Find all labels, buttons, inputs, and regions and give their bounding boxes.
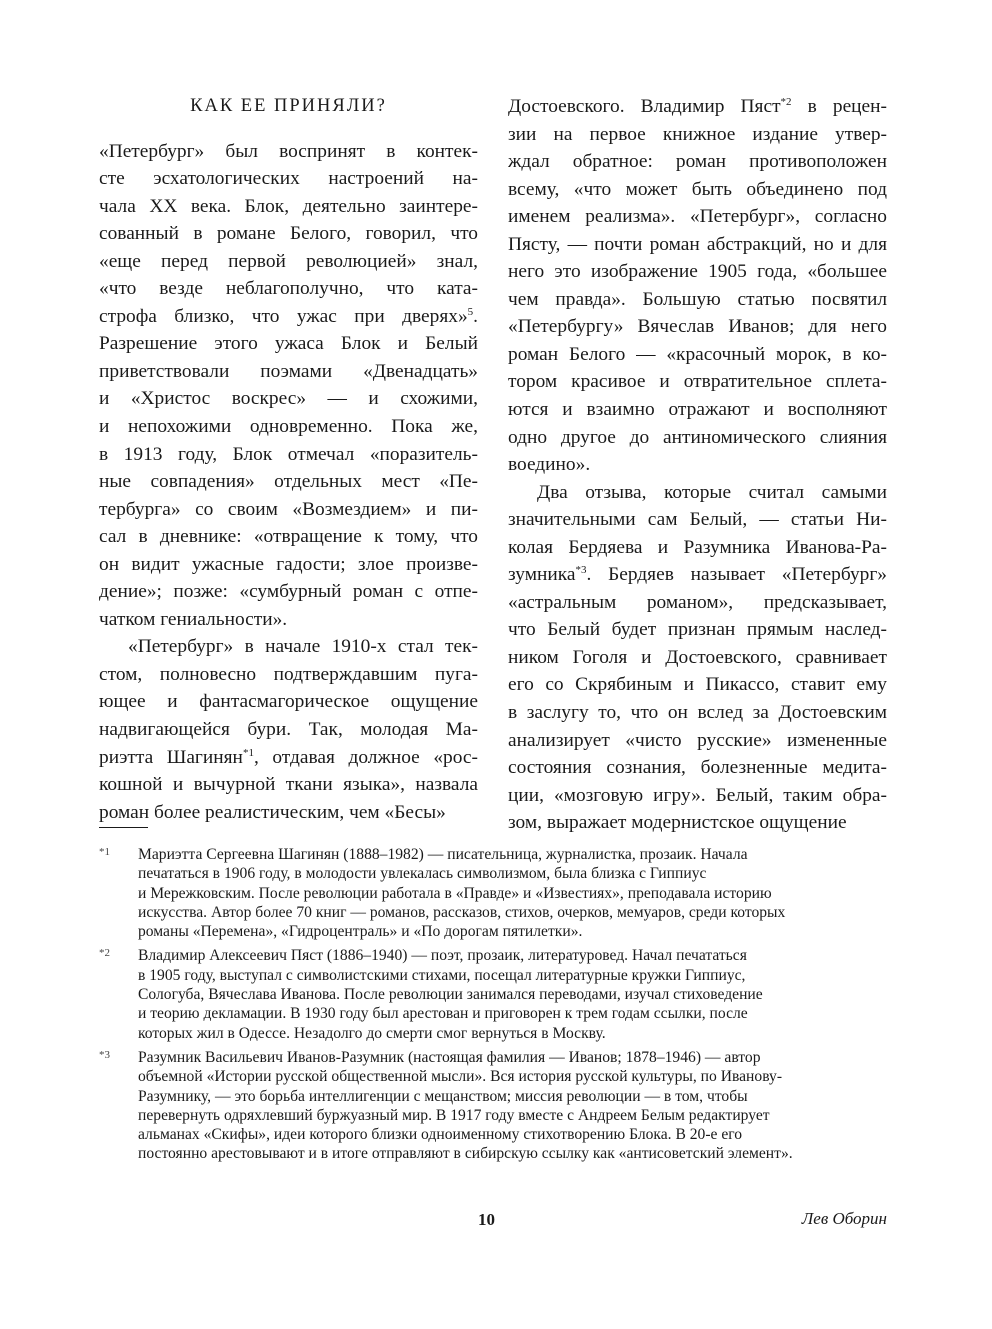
text-line: сте эсхатологических настроений на- bbox=[99, 168, 478, 190]
footnote-line: которых жил в Одессе. Незадолго до смерти смог вернуться в Москву. bbox=[138, 1024, 606, 1042]
footnote-marker: *1 bbox=[99, 846, 110, 858]
text-line: ции, «мозговую игру». Белый, таким обра- bbox=[508, 784, 887, 806]
text-line: ные совпадения» отдельных мест «Пе- bbox=[99, 471, 478, 493]
text-line: «Петербург» был воспринят в контек- bbox=[99, 140, 478, 162]
footnote-reference[interactable]: 5 bbox=[467, 305, 474, 318]
text-line: тором красивое и отвратительное сплета- bbox=[508, 371, 887, 393]
text-line: ником Гоголя и Достоевского, сравнивает bbox=[508, 646, 887, 668]
text-line: строфа близко, что ужас при дверях»$^5$. bbox=[99, 305, 478, 327]
text-line: воедино». bbox=[508, 454, 591, 476]
text-line: тербурга» со своим «Возмездием» и пи- bbox=[99, 498, 478, 520]
footnote-marker: *3 bbox=[99, 1048, 110, 1061]
text-line: сованный в романе Белого, говорил, что bbox=[99, 223, 478, 245]
text-line: ющее и фантасмагорическое ощущение bbox=[99, 691, 478, 713]
footnote-line: альманах «Скифы», идеи которого близки одноименному стихотворению Блока. В 20-е его bbox=[138, 1126, 743, 1144]
left-column-text bbox=[99, 138, 478, 827]
footnote-line: перевернуть одряхлевший буржуазный мир. В 1917 году вместе с Андреем Белым редактирует bbox=[138, 1106, 770, 1124]
text-line: Пясту, — почти роман абстракций, но и для bbox=[508, 233, 887, 255]
page-number: 10 bbox=[478, 1210, 495, 1229]
text-line: одно другое до антиномического слияния bbox=[508, 426, 887, 448]
footnote bbox=[99, 946, 889, 1042]
footnote-line: и теорию декламации. В 1930 году был арестован и приговорен к трем годам ссылки, после bbox=[138, 1005, 748, 1023]
left-column bbox=[99, 93, 478, 826]
text-line: кошной и вычурной ткани языка», назвала bbox=[99, 774, 478, 796]
footnote-line: Разумнику, — это борьба интеллигенции с мещанством; миссия революции — в том, чтобы bbox=[138, 1087, 748, 1105]
text-line: Два отзыва, которые считал самыми bbox=[537, 481, 887, 503]
text-line: чатком гениальности». bbox=[99, 608, 288, 630]
text-line: чала XX века. Блок, деятельно заинтере- bbox=[99, 195, 478, 217]
text-line: «Петербургу» Вячеслав Иванов; для него bbox=[508, 316, 887, 338]
footnote-line: печататься в 1906 году, в молодости увлекалась символизмом, была близка с Гиппиус bbox=[138, 865, 707, 883]
text-line: в 1913 году, Блок отмечал «поразитель- bbox=[99, 443, 478, 465]
footnote-line: постоянно арестовывают и в итоге отправляют в сибирскую ссылку как «антисоветский элемент». bbox=[138, 1145, 793, 1163]
text-line: дение»; позже: «сумбурный роман с отпе- bbox=[99, 581, 478, 603]
text-line: стом, полновесно подтверждавшим пуга- bbox=[99, 663, 478, 685]
text-line: Разрешение этого ужаса Блок и Белый bbox=[99, 333, 478, 355]
text-line: зом, выражает модернистское ощущение bbox=[508, 812, 847, 834]
footnote-line: Владимир Алексеевич Пяст (1886–1940) — поэт, прозаик, литературовед. Начал печататься bbox=[138, 947, 747, 965]
text-line: зии на первое книжное издание утвер- bbox=[508, 123, 887, 145]
footnote-reference[interactable]: *1 bbox=[242, 746, 254, 759]
text-line: колая Бердяева и Разумника Иванова-Ра- bbox=[508, 536, 887, 558]
footnote bbox=[99, 1048, 889, 1164]
text-line: его со Скрябиным и Пикассо, ставит ему bbox=[508, 674, 887, 696]
right-column bbox=[508, 93, 887, 837]
text-line: в заслугу то, что он вслед за Достоевским bbox=[508, 702, 887, 724]
text-line: ждал обратное: роман противоположен bbox=[508, 151, 887, 173]
footnote-line: объемной «Истории русской общественной мысли». Вся история русской культуры, по Иванову- bbox=[138, 1068, 783, 1086]
text-line: значительными сам Белый, — статьи Ни- bbox=[508, 509, 887, 531]
text-line: и непохожими одновременно. Пока же, bbox=[99, 416, 478, 438]
text-line: «Петербург» в начале 1910-х стал тек- bbox=[128, 636, 478, 658]
text-line: именем реализма». «Петербург», согласно bbox=[508, 206, 887, 228]
footnote bbox=[99, 845, 889, 941]
running-footer-author: Лев Оборин bbox=[801, 1209, 887, 1228]
text-line: и «Христос воскрес» — и схожими, bbox=[99, 388, 478, 410]
footnote-line: романы «Перемена», «Гидроцентраль» и «По дорогам пятилетки». bbox=[138, 923, 583, 941]
text-line: зумника$^{*3}$. Бердяев называет «Петербург» bbox=[508, 564, 887, 586]
text-line: роман более реалистическим, чем «Бесы» bbox=[99, 801, 446, 823]
footnote-line: и Мережковским. После революции работала в «Правде» и «Известиях», преподавала историю bbox=[138, 884, 772, 902]
text-line: надвигающейся бури. Так, молодая Ма- bbox=[99, 719, 478, 741]
text-line: ются и взаимно отражают и восполняют bbox=[508, 399, 887, 421]
text-line: Достоевского. Владимир Пяст$^{*2}$ в рецен- bbox=[508, 96, 887, 117]
text-line: роман Белого — «красочный морок, в ко- bbox=[508, 343, 887, 365]
text-line: всему, «что может быть объединено под bbox=[508, 178, 887, 200]
text-line: сал в дневнике: «отвращение к тому, что bbox=[99, 526, 478, 548]
footnote-reference[interactable]: *3 bbox=[575, 564, 587, 577]
footnote-marker: *2 bbox=[99, 947, 110, 960]
text-line: риэтта Шагинян$^{*1}$, отдавая должное «рос- bbox=[99, 746, 478, 768]
text-line: состояния сознания, болезненные медита- bbox=[508, 757, 887, 779]
text-line: что Белый будет признан прямым наслед- bbox=[508, 619, 887, 641]
footnote-reference[interactable]: *2 bbox=[780, 96, 792, 108]
footnote-separator bbox=[99, 827, 148, 828]
text-line: «что везде неблагополучно, что ката- bbox=[99, 278, 478, 300]
footnote-line: Разумник Васильевич Иванов-Разумник (настоящая фамилия — Иванов; 1878–1946) — автор bbox=[138, 1048, 761, 1066]
section-heading: КАК ЕЕ ПРИНЯЛИ? bbox=[190, 96, 387, 116]
footnote-line: в 1905 году, выступал с символистскими стихами, посещал литературные кружки Гиппиус, bbox=[138, 966, 746, 984]
footnotes bbox=[99, 845, 889, 1169]
text-line: чем правда». Большую статью посвятил bbox=[508, 288, 887, 310]
footnote-line: Мариэтта Сергеевна Шагинян (1888–1982) — писательница, журналистка, прозаик. Начала bbox=[138, 846, 748, 863]
footnote-line: искусства. Автор более 70 книг — романов, рассказов, стихов, очерков, мемуаров, среди которых bbox=[138, 903, 786, 921]
text-line: приветствовали поэмами «Двенадцать» bbox=[99, 360, 478, 382]
text-line: «еще перед первой революцией» знал, bbox=[99, 250, 478, 272]
text-line: он видит ужасные гадости; злое произве- bbox=[99, 553, 478, 575]
text-line: «астральным романом», предсказывает, bbox=[508, 591, 887, 613]
text-line: него это изображение 1905 года, «большее bbox=[508, 261, 887, 283]
right-column-text bbox=[508, 93, 887, 837]
text-line: анализирует «чисто русские» измененные bbox=[508, 729, 887, 751]
footnote-line: Сологуба, Вячеслава Иванова. После революции занимался переводами, изучал стиховедение bbox=[138, 986, 763, 1004]
